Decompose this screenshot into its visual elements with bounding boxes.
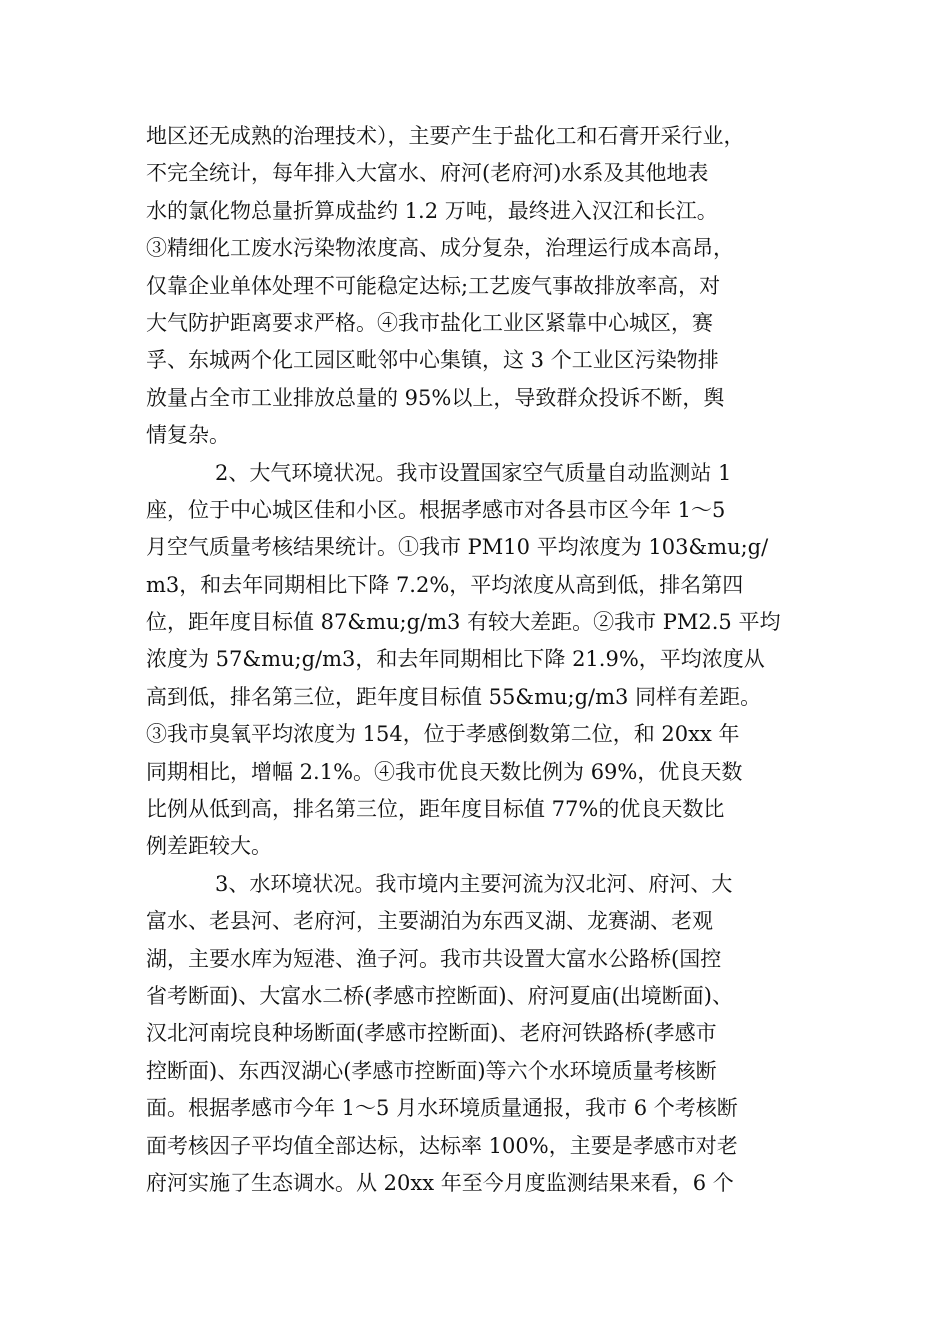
text-line: 同期相比，增幅 2.1%。④我市优良天数比例为 69%，优良天数 [146,759,743,784]
text-line: 水的氯化物总量折算成盐约 1.2 万吨，最终进入汉江和长江。 [146,198,718,223]
text-line: 月空气质量考核结果统计。①我市 PM10 平均浓度为 103&mu;g/ [146,535,769,560]
text-line: 府河实施了生态调水。从 20xx 年至今月度监测结果来看，6 个 [146,1170,734,1195]
text-line: 面考核因子平均值全部达标，达标率 100%，主要是孝感市对老 [146,1133,738,1158]
text-line: 地区还无成熟的治理技术），主要产生于盐化工和石膏开采行业， [146,124,745,148]
text-line: 省考断面)、大富水二桥(孝感市控断面)、府河夏庙(出境断面)、 [146,983,733,1008]
text-line: 面。根据孝感市今年 1～5 月水环境质量通报，我市 6 个考核断 [146,1096,738,1121]
text-line: 湖，主要水库为短港、渔子河。我市共设置大富水公路桥(国控 [146,946,722,971]
text-line: 汉北河南垸良种场断面(孝感市控断面)、老府河铁路桥(孝感市 [146,1021,717,1046]
text-line: 座，位于中心城区佳和小区。根据孝感市对各县市区今年 1～5 [146,497,726,522]
text-line: 仅靠企业单体处理不可能稳定达标;工艺废气事故排放率高，对 [146,273,721,298]
text-line: 不完全统计，每年排入大富水、府河(老府河)水系及其他地表 [146,161,709,186]
paragraph-start-line: 3、水环境状况。我市境内主要河流为汉北河、府河、大 [215,871,733,896]
document-body [146,118,826,1202]
paragraph-start-line: 2、大气环境状况。我市设置国家空气质量自动监测站 1 [215,460,732,485]
text-line: 浓度为 57&mu;g/m3，和去年同期相比下降 21.9%，平均浓度从 [146,647,765,672]
text-line: 比例从低到高，排名第三位，距年度目标值 77%的优良天数比 [146,797,725,822]
text-line: ③我市臭氧平均浓度为 154，位于孝感倒数第二位，和 20xx 年 [146,722,740,747]
text-line: 大气防护距离要求严格。④我市盐化工业区紧靠中心城区，赛 [146,310,713,335]
text-line: ③精细化工废水污染物浓度高、成分复杂，治理运行成本高昂， [146,236,734,261]
text-line: 控断面)、东西汊湖心(孝感市控断面)等六个水环境质量考核断 [146,1058,717,1083]
text-line: 富水、老县河、老府河，主要湖泊为东西叉湖、龙赛湖、老观 [146,909,713,934]
text-line: 例差距较大。 [146,834,272,859]
text-line: 位，距年度目标值 87&mu;g/m3 有较大差距。②我市 PM2.5 平均 [146,610,781,635]
text-line: 高到低，排名第三位，距年度目标值 55&mu;g/m3 同样有差距。 [146,684,762,709]
text-line: 情复杂。 [146,423,230,448]
text-line: 孚、东城两个化工园区毗邻中心集镇，这 3 个工业区污染物排 [146,348,719,373]
text-line: m3，和去年同期相比下降 7.2%，平均浓度从高到低，排名第四 [146,572,744,597]
text-line: 放量占全市工业排放总量的 95%以上，导致群众投诉不断，舆 [146,385,725,410]
